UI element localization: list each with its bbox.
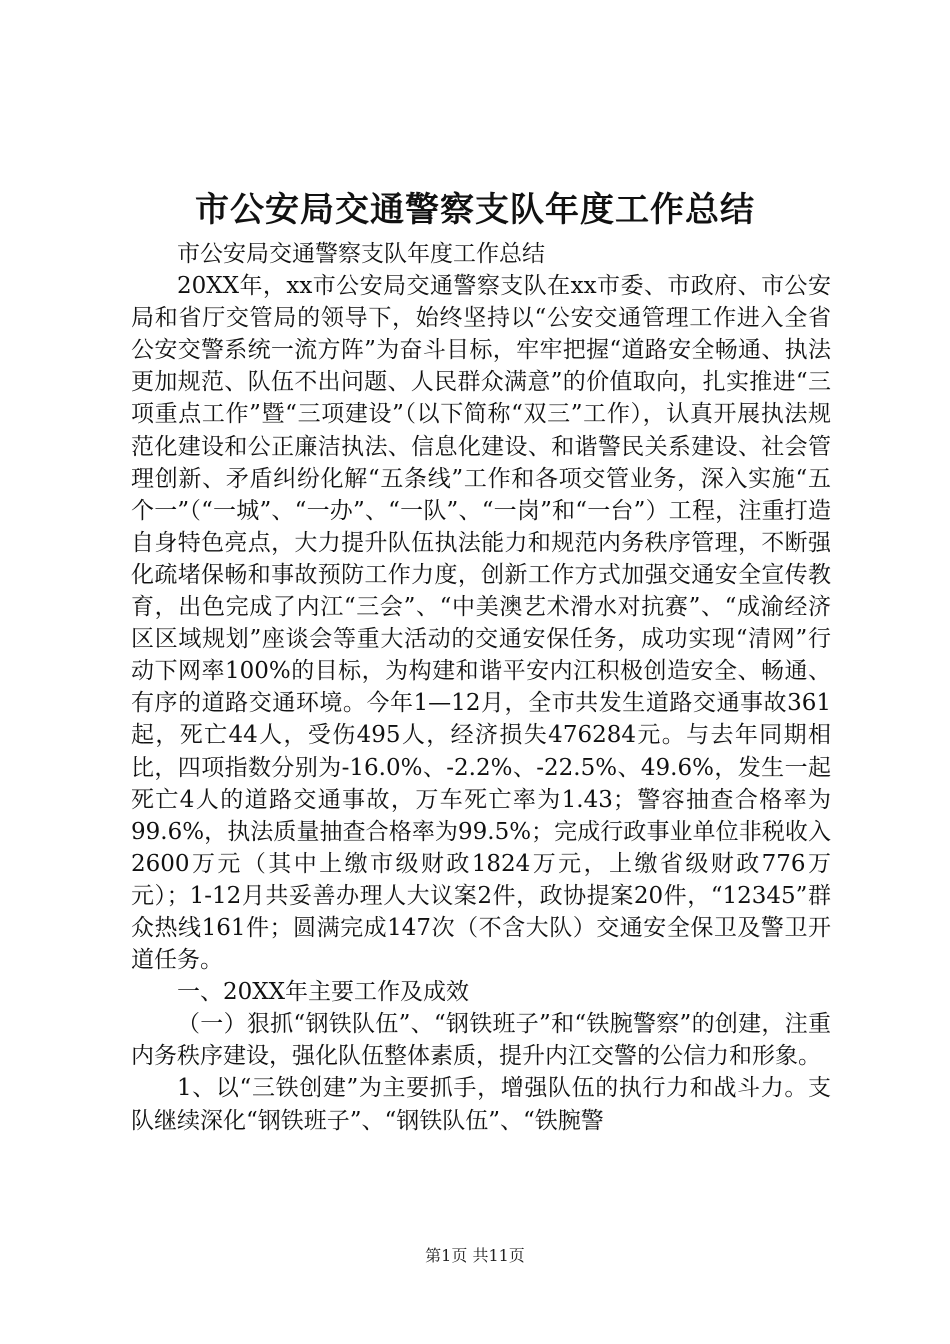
body-paragraph: 市公安局交通警察支队年度工作总结 — [177, 241, 545, 267]
body-paragraph: 20XX年，xx市公安局交通警察支队在xx市委、市政府、市公安局和省厅交管局的领导下，始终坚持以“公安交通管理工作进入全省公安交警系统一流方阵”为奋斗目标，牢牢把握“道路安全畅通、执法更加规范、队伍不出问题、人民群众满意”的价值取向，扎实推进“三项重点工作”暨“三项建设”（以下简称“双三”工作），认真开展执法规范化建设和公正廉洁执法、信息化建设、和谐警民关系建设、社会管理创新、矛盾纠纷化解“五条线”工作和各项交管业务，深入实施“五个一”（“一城”、“一办”、“一队”、“一岗”和“一台”）工程，注重打造自身特色亮点，大力提升队伍执法能力和规范内务秩序管理，不断强化疏堵保畅和事故预防工作力度，创新工作方式加强交通安全宣传教育，出色完成了内江“三会”、“中美澳艺术滑水对抗赛”、“成渝经济区区域规划”座谈会等重大活动的交通安保任务，成功实现“清网”行动下网率100%的目标，为构建和谐平安内江积极创造安全、畅通、有序的道路交通环境。今年1—12月，全市共发生道路交通事故361起，死亡44人，受伤495人，经济损失476284元。与去年同期相比，四项指数分别为-16.0%、-2.2%、-22.5%、49.6%，发生一起死亡4人的道路交通事故，万车死亡率为1.43；警容抽查合格率为99.6%，执法质量抽查合格率为99.5%；完成行政事业单位非税收入2600万元（其中上缴市级财政1824万元，上缴省级财政776万元）；1-12月共妥善办理人大议案2件，政协提案20件，“12345”群众热线161件；圆满完成147次（不含大队）交通安全保卫及警卫开道任务。 — [131, 273, 831, 974]
document-body — [131, 238, 831, 1137]
section-heading: 一、20XX年主要工作及成效 — [177, 979, 470, 1006]
body-paragraph: （一）狠抓“钢铁队伍”、“钢铁班子”和“铁腕警察”的创建，注重内务秩序建设，强化队伍整体素质，提升内江交警的公信力和形象。 — [131, 1011, 831, 1070]
body-paragraph: 1、以“三铁创建”为主要抓手，增强队伍的执行力和战斗力。支队继续深化“钢铁班子”、“钢铁队伍”、“铁腕警 — [131, 1075, 831, 1134]
page-footer: 第1页 共11页 — [425, 1246, 525, 1265]
document-title: 市公安局交通警察支队年度工作总结 — [195, 190, 755, 230]
